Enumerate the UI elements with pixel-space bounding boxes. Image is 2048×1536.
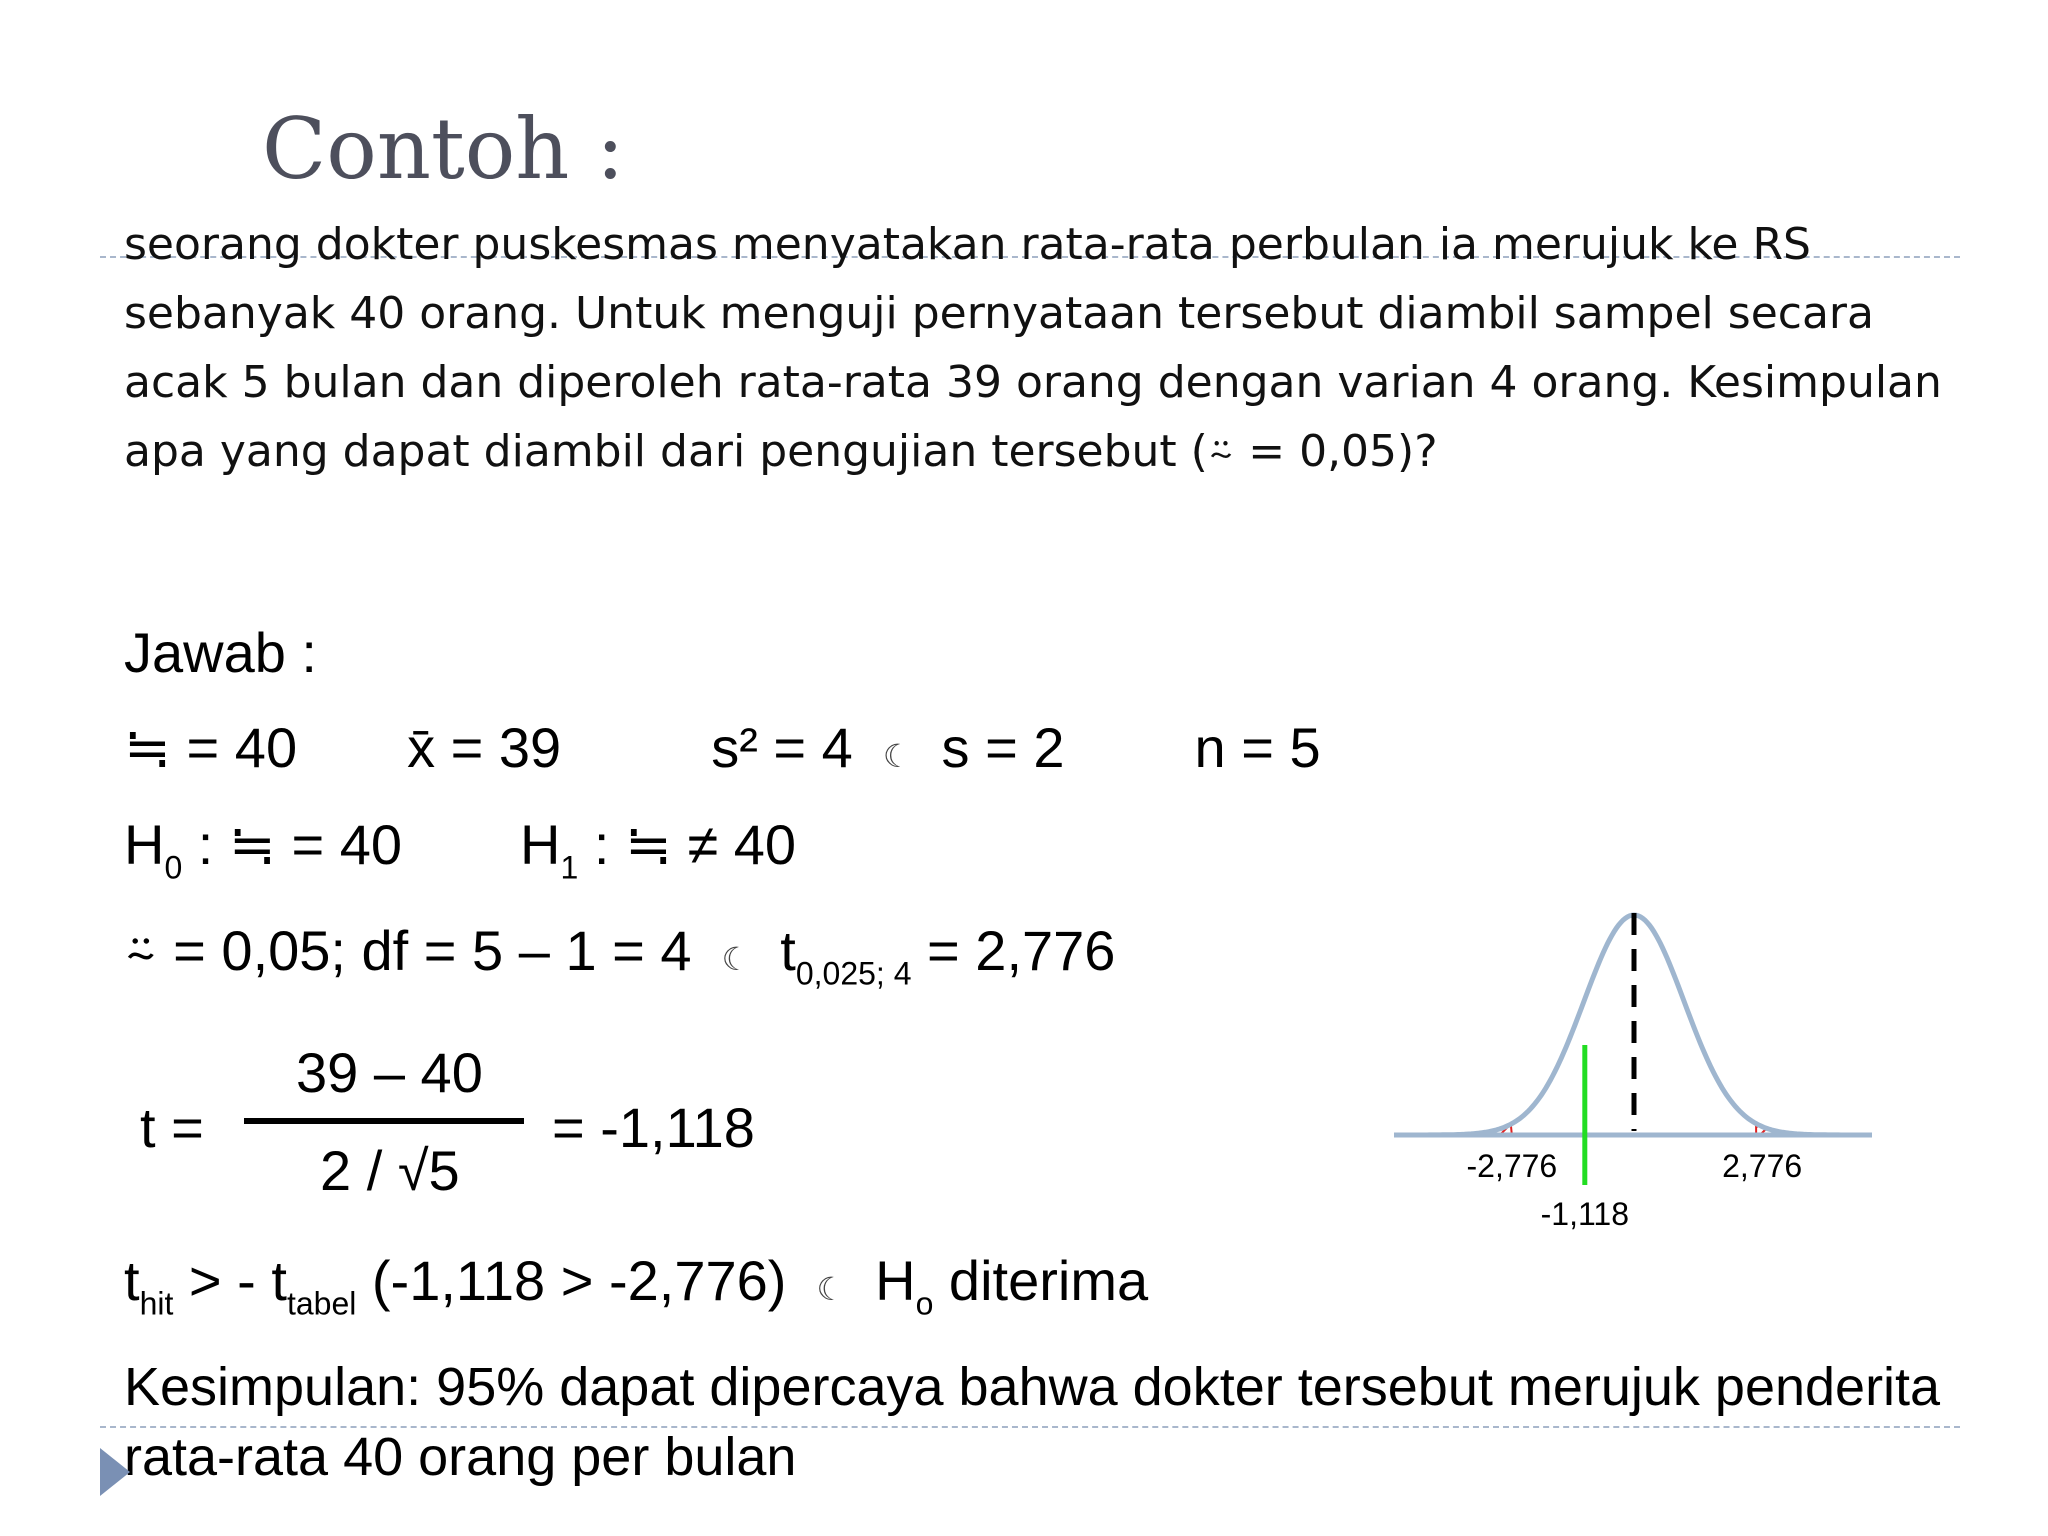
h0-letter: H [124, 813, 165, 876]
alpha-symbol: ⍨ [1207, 426, 1235, 477]
fraction-numerator: 39 – 40 [296, 1041, 483, 1104]
t-table-value: = 2,776 [911, 919, 1116, 982]
h1-letter: H [520, 813, 561, 876]
numeric-comparison: (-1,118 > -2,776) [356, 1249, 787, 1312]
problem-statement [124, 210, 1944, 486]
implies-arrow-icon: ☾ [882, 737, 912, 775]
h-subscript: o [915, 1285, 934, 1322]
hypotheses-row [124, 812, 797, 886]
given-variance: s² = 4 [711, 716, 853, 779]
fraction-bar [244, 1118, 524, 1124]
t-tabel-subscript: tabel [286, 1285, 357, 1322]
alpha-value: = 0,05)? [1234, 426, 1438, 477]
slide-bullet-icon [100, 1448, 130, 1496]
verdict: diterima [933, 1249, 1149, 1312]
fraction-denominator: 2 / √5 [320, 1139, 460, 1202]
t-table-letter: t [780, 919, 796, 982]
given-values-row [124, 715, 1321, 781]
critical-value-row [124, 918, 1116, 992]
h1-statement: : ≒ ≠ 40 [578, 813, 797, 876]
given-mu: ≒ = 40 [124, 716, 298, 779]
tick-label-upper-critical: 2,776 [1722, 1148, 1803, 1184]
decision-row [124, 1248, 1149, 1322]
t-hit-letter: t [124, 1249, 140, 1312]
conclusion-text: Kesimpulan: 95% dapat dipercaya bahwa dokter tersebut merujuk penderita rata-rata 40 orang per bulan [124, 1357, 1941, 1487]
t-distribution-chart [1380, 880, 1880, 1240]
given-s: s = 2 [941, 716, 1065, 779]
t-table-subscript: 0,025; 4 [795, 955, 912, 992]
implies-arrow-icon: ☾ [721, 940, 751, 978]
t-compare-middle: > - t [173, 1249, 287, 1312]
answer-heading: Jawab : [124, 621, 317, 684]
implies-arrow-icon: ☾ [816, 1270, 846, 1308]
given-xbar: x̄ = 39 [407, 716, 562, 779]
h0-statement: : ≒ = 40 [182, 813, 403, 876]
alpha-df: ⍨ = 0,05; df = 5 – 1 = 4 [124, 919, 692, 982]
t-lhs: t = [140, 1096, 204, 1159]
tick-label-lower-critical: -2,776 [1466, 1148, 1558, 1184]
h0-subscript: 0 [164, 849, 183, 886]
h-letter: H [875, 1249, 916, 1312]
t-result: = -1,118 [552, 1096, 755, 1159]
slide-title: Contoh : [262, 100, 625, 198]
given-n: n = 5 [1194, 716, 1321, 779]
t-hit-subscript: hit [139, 1285, 174, 1322]
tick-label-t-statistic: -1,118 [1540, 1196, 1629, 1232]
problem-text: seorang dokter puskesmas menyatakan rata-rata perbulan ia merujuk ke RS sebanyak 40 orang. Untuk menguji pernyataan tersebut diambil sampel secara acak 5 bulan dan diperoleh rata-rata 39 orang dengan varian 4 orang. Kesimpulan apa yang dapat diambil dari pengujian tersebut ( [124, 219, 1942, 477]
bottom-divider [100, 1426, 1960, 1428]
h1-subscript: 1 [560, 849, 579, 886]
